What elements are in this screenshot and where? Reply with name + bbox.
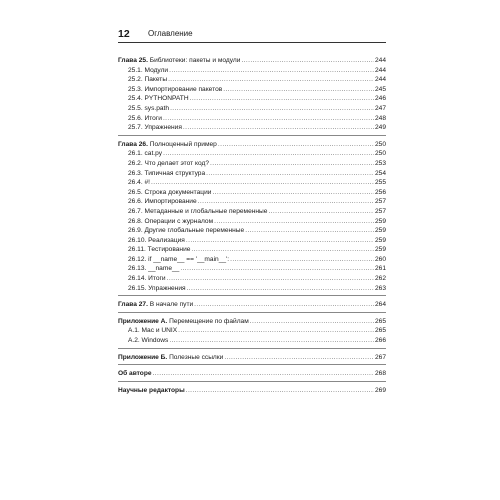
dot-leader: [163, 149, 374, 159]
toc-chapter-row[interactable]: [118, 140, 386, 150]
chapter-page-number: 268: [374, 370, 386, 378]
item-page-number: 249: [374, 124, 386, 132]
dot-leader: [169, 66, 374, 76]
toc-item-row[interactable]: [118, 336, 386, 346]
dot-leader: [223, 85, 374, 95]
item-page-number: 261: [374, 265, 386, 273]
toc-chapter-row[interactable]: [118, 369, 386, 379]
chapter-number: Приложение А.: [118, 317, 168, 325]
item-label: 26.15. Упражнения: [128, 284, 186, 292]
dot-leader: [180, 264, 374, 274]
dot-leader: [178, 326, 374, 336]
toc-item-row[interactable]: [118, 114, 386, 124]
toc-item-row[interactable]: [118, 217, 386, 227]
toc-item-row[interactable]: [118, 85, 386, 95]
dot-leader: [191, 245, 374, 255]
item-page-number: 259: [374, 236, 386, 244]
item-label: 26.4. #!: [128, 179, 150, 187]
toc-item-row[interactable]: [118, 255, 386, 265]
chapter-label: [118, 386, 185, 396]
item-label: 25.2. Пакеты: [128, 76, 168, 84]
chapter-page-number: 267: [374, 353, 386, 361]
dot-leader: [198, 197, 374, 207]
chapter-page-number: 244: [374, 57, 386, 64]
chapter-number: Научные редакторы: [118, 386, 185, 394]
chapter-title: Полноценный пример: [147, 140, 217, 148]
toc-item-row[interactable]: [118, 245, 386, 255]
item-label: 25.4. PYTHONPATH: [128, 95, 189, 103]
item-page-number: 246: [374, 95, 386, 103]
toc-item-row[interactable]: [118, 197, 386, 207]
item-label: 26.2. Что делает этот код?: [128, 159, 209, 167]
item-label: А.2. Windows: [128, 337, 169, 345]
chapter-number: Глава 27.: [118, 301, 148, 309]
toc-item-row[interactable]: [118, 159, 386, 169]
item-label: 25.7. Упражнения: [128, 124, 182, 132]
chapter-page-number: 264: [374, 301, 386, 309]
chapter-label: [118, 369, 152, 379]
toc-chapter-row[interactable]: [118, 353, 386, 363]
dot-leader: [210, 159, 374, 169]
item-page-number: 250: [374, 150, 386, 158]
item-page-number: 257: [374, 198, 386, 206]
item-label: 26.12. if __name__ == '__main__':: [128, 255, 230, 263]
item-page-number: 244: [374, 76, 386, 84]
dot-leader: [170, 104, 374, 114]
table-of-contents: [118, 56, 386, 395]
dot-leader: [218, 140, 374, 150]
item-label: 26.8. Операции с журналом: [128, 217, 214, 225]
chapter-label: [118, 353, 223, 363]
chapter-number: Об авторе: [118, 370, 152, 378]
item-label: 26.9. Другие глобальные переменные: [128, 227, 245, 235]
chapter-title: Полезные ссылки: [167, 353, 224, 361]
chapter-number: Приложение Б.: [118, 353, 168, 361]
item-label: 26.1. cat.py: [128, 150, 163, 158]
item-label: 26.11. Тестирование: [128, 246, 191, 254]
section-divider: [118, 295, 386, 296]
item-label: 25.6. Итоги: [128, 114, 162, 122]
dot-leader: [190, 94, 374, 104]
dot-leader: [187, 284, 374, 294]
item-page-number: 259: [374, 246, 386, 254]
dot-leader: [268, 207, 374, 217]
dot-leader: [186, 386, 374, 396]
dot-leader: [167, 274, 374, 284]
item-label: 25.3. Импортирование пакетов: [128, 85, 223, 93]
toc-chapter-row[interactable]: [118, 386, 386, 396]
toc-item-row[interactable]: [118, 274, 386, 284]
item-label: А.1. Mac и UNIX: [128, 327, 178, 335]
item-label: 25.1. Модули: [128, 66, 169, 74]
item-label: 26.5. Строка документации: [128, 188, 212, 196]
toc-chapter-row[interactable]: [118, 317, 386, 327]
item-page-number: 255: [374, 179, 386, 187]
item-page-number: 254: [374, 169, 386, 177]
section-divider: [118, 348, 386, 349]
dot-leader: [163, 114, 374, 124]
toc-chapter-row[interactable]: [118, 56, 386, 66]
chapter-label: [118, 140, 217, 150]
toc-item-row[interactable]: [118, 94, 386, 104]
page-number: 12: [118, 28, 130, 40]
running-title: Оглавление: [148, 29, 193, 38]
item-label: 26.6. Импортирование: [128, 198, 197, 206]
toc-item-row[interactable]: [118, 149, 386, 159]
dot-leader: [206, 169, 374, 179]
item-label: 26.13. __name__: [128, 265, 180, 273]
toc-item-row[interactable]: [118, 123, 386, 133]
toc-item-row[interactable]: [118, 326, 386, 336]
dot-leader: [194, 300, 374, 310]
item-page-number: 259: [374, 227, 386, 235]
dot-leader: [245, 226, 374, 236]
chapter-title: Библиотеки: пакеты и модули: [147, 57, 241, 64]
dot-leader: [183, 123, 374, 133]
item-page-number: 260: [374, 255, 386, 263]
item-page-number: 248: [374, 114, 386, 122]
toc-item-row[interactable]: [118, 178, 386, 188]
item-page-number: 257: [374, 207, 386, 215]
item-label: 26.7. Метаданные и глобальные переменные: [128, 207, 268, 215]
toc-chapter-row[interactable]: [118, 300, 386, 310]
section-divider: [118, 135, 386, 136]
section-divider: [118, 364, 386, 365]
section-divider: [118, 381, 386, 382]
dot-leader: [241, 56, 374, 66]
toc-item-row[interactable]: [118, 188, 386, 198]
chapter-number: Глава 26.: [118, 140, 148, 148]
dot-leader: [230, 255, 374, 265]
item-page-number: 253: [374, 159, 386, 167]
item-page-number: 266: [374, 337, 386, 345]
dot-leader: [169, 336, 374, 346]
item-page-number: 259: [374, 217, 386, 225]
toc-item-row[interactable]: [118, 284, 386, 294]
toc-item-row[interactable]: [118, 207, 386, 217]
item-page-number: 245: [374, 85, 386, 93]
chapter-label: [118, 56, 240, 66]
chapter-page-number: 269: [374, 386, 386, 394]
chapter-title: В начале пути: [147, 301, 194, 309]
item-page-number: 244: [374, 66, 386, 74]
item-label: 26.14. Итоги: [128, 275, 166, 283]
toc-item-row[interactable]: [118, 169, 386, 179]
chapter-title: Перемещение по файлам: [167, 317, 249, 325]
item-page-number: 262: [374, 275, 386, 283]
dot-leader: [153, 369, 374, 379]
item-label: 26.3. Типичная структура: [128, 169, 206, 177]
chapter-page-number: 265: [374, 317, 386, 325]
dot-leader: [214, 217, 374, 227]
item-page-number: 265: [374, 327, 386, 335]
toc-item-row[interactable]: [118, 226, 386, 236]
item-page-number: 247: [374, 104, 386, 112]
toc-item-row[interactable]: [118, 236, 386, 246]
dot-leader: [250, 317, 374, 327]
dot-leader: [212, 188, 374, 198]
page-header: [118, 28, 386, 43]
chapter-label: [118, 317, 249, 327]
item-label: 26.10. Реализация: [128, 236, 185, 244]
dot-leader: [186, 236, 374, 246]
toc-item-row[interactable]: [118, 66, 386, 76]
chapter-label: [118, 300, 193, 310]
dot-leader: [168, 75, 374, 85]
item-page-number: 263: [374, 284, 386, 292]
item-page-number: 256: [374, 188, 386, 196]
toc-item-row[interactable]: [118, 264, 386, 274]
dot-leader: [151, 178, 374, 188]
section-divider: [118, 312, 386, 313]
toc-item-row[interactable]: [118, 104, 386, 114]
chapter-page-number: 250: [374, 140, 386, 148]
chapter-number: Глава 25.: [118, 57, 148, 64]
item-label: 25.5. sys.path: [128, 104, 170, 112]
toc-item-row[interactable]: [118, 75, 386, 85]
dot-leader: [224, 353, 374, 363]
